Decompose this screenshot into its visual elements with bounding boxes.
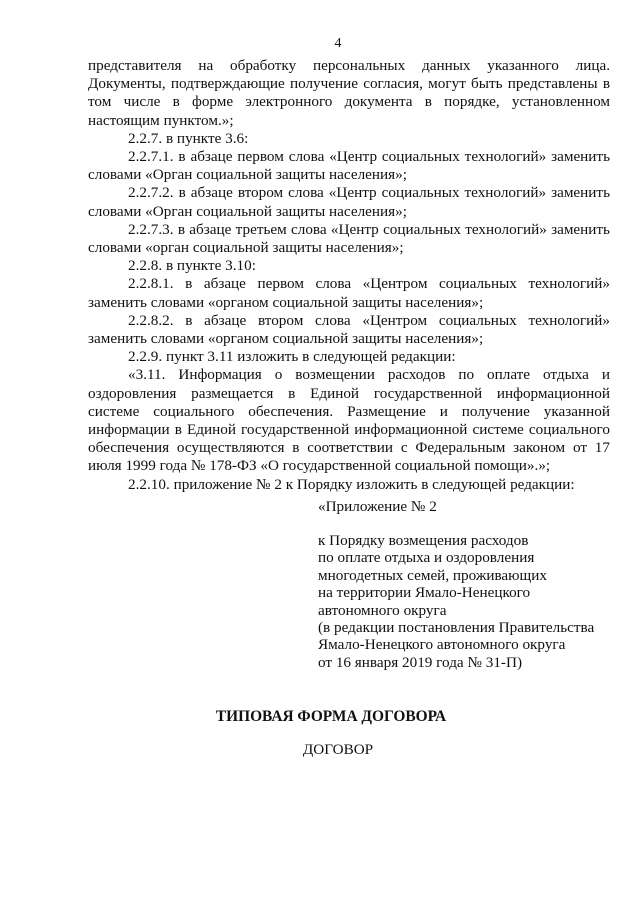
appendix-line: по оплате отдыха и оздоровления xyxy=(318,549,535,567)
paragraph-2-2-7: 2.2.7. в пункте 3.6: xyxy=(128,129,249,147)
paragraph-2-2-10: 2.2.10. приложение № 2 к Порядку изложить в следующей редакции: xyxy=(128,475,575,493)
paragraph-2-2-8-1: 2.2.8.1. в абзаце первом слова «Центром социальных технологий» заменить словами «органом социальной защиты населения»; xyxy=(88,275,610,311)
appendix-line: автономного округа xyxy=(318,601,447,619)
appendix-line: на территории Ямало-Ненецкого xyxy=(318,584,531,602)
paragraph-2-2-7-2: 2.2.7.2. в абзаце втором слова «Центр социальных технологий» заменить словами «Орган социальной защиты населения»; xyxy=(88,184,610,220)
appendix-heading: «Приложение № 2 xyxy=(318,498,437,515)
document-body xyxy=(88,57,610,494)
page-number: 4 xyxy=(334,36,342,51)
paragraph-2-2-8: 2.2.8. в пункте 3.10: xyxy=(128,257,256,275)
appendix-line: от 16 января 2019 года № 31-П) xyxy=(318,653,523,671)
appendix-caption xyxy=(318,532,618,671)
paragraph-2-2-7-1: 2.2.7.1. в абзаце первом слова «Центр социальных технологий» заменить словами «Орган социальной защиты населения»; xyxy=(88,148,610,184)
appendix-line: Ямало-Ненецкого автономного округа xyxy=(318,636,566,654)
paragraph-3-11-quote: «3.11. Информация о возмещении расходов по оплате отдыха и оздоровления размещается в Единой государственной информационной системе социального обеспечения. Размещение и получение указанной информации в Единой государственной информационной системе социального обеспечения осуществляются в соответствии с Федеральным законом от 17 июля 1999 года № 178-ФЗ «О государственной социальной помощи».»; xyxy=(88,366,610,475)
contract-title: ДОГОВОР xyxy=(302,741,374,758)
paragraph-2-2-9: 2.2.9. пункт 3.11 изложить в следующей редакции: xyxy=(128,348,456,366)
paragraph-2-2-8-2: 2.2.8.2. в абзаце втором слова «Центром социальных технологий» заменить словами «органом социальной защиты населения»; xyxy=(88,311,610,348)
paragraph-2-2-7-3: 2.2.7.3. в абзаце третьем слова «Центр социальных технологий» заменить словами «орган социальной защиты населения»; xyxy=(88,220,610,257)
appendix-line: многодетных семей, проживающих xyxy=(318,566,547,584)
paragraph-consent-continuation: представителя на обработку персональных данных указанного лица. Документы, подтверждающие получение согласия, могут быть представлены в том числе в форме электронного документа в порядке, установленном настоящим пунктом.»; xyxy=(88,57,610,129)
appendix-line: (в редакции постановления Правительства xyxy=(318,619,595,637)
appendix-line: к Порядку возмещения расходов xyxy=(318,532,529,549)
form-title: ТИПОВАЯ ФОРМА ДОГОВОРА xyxy=(215,708,447,725)
